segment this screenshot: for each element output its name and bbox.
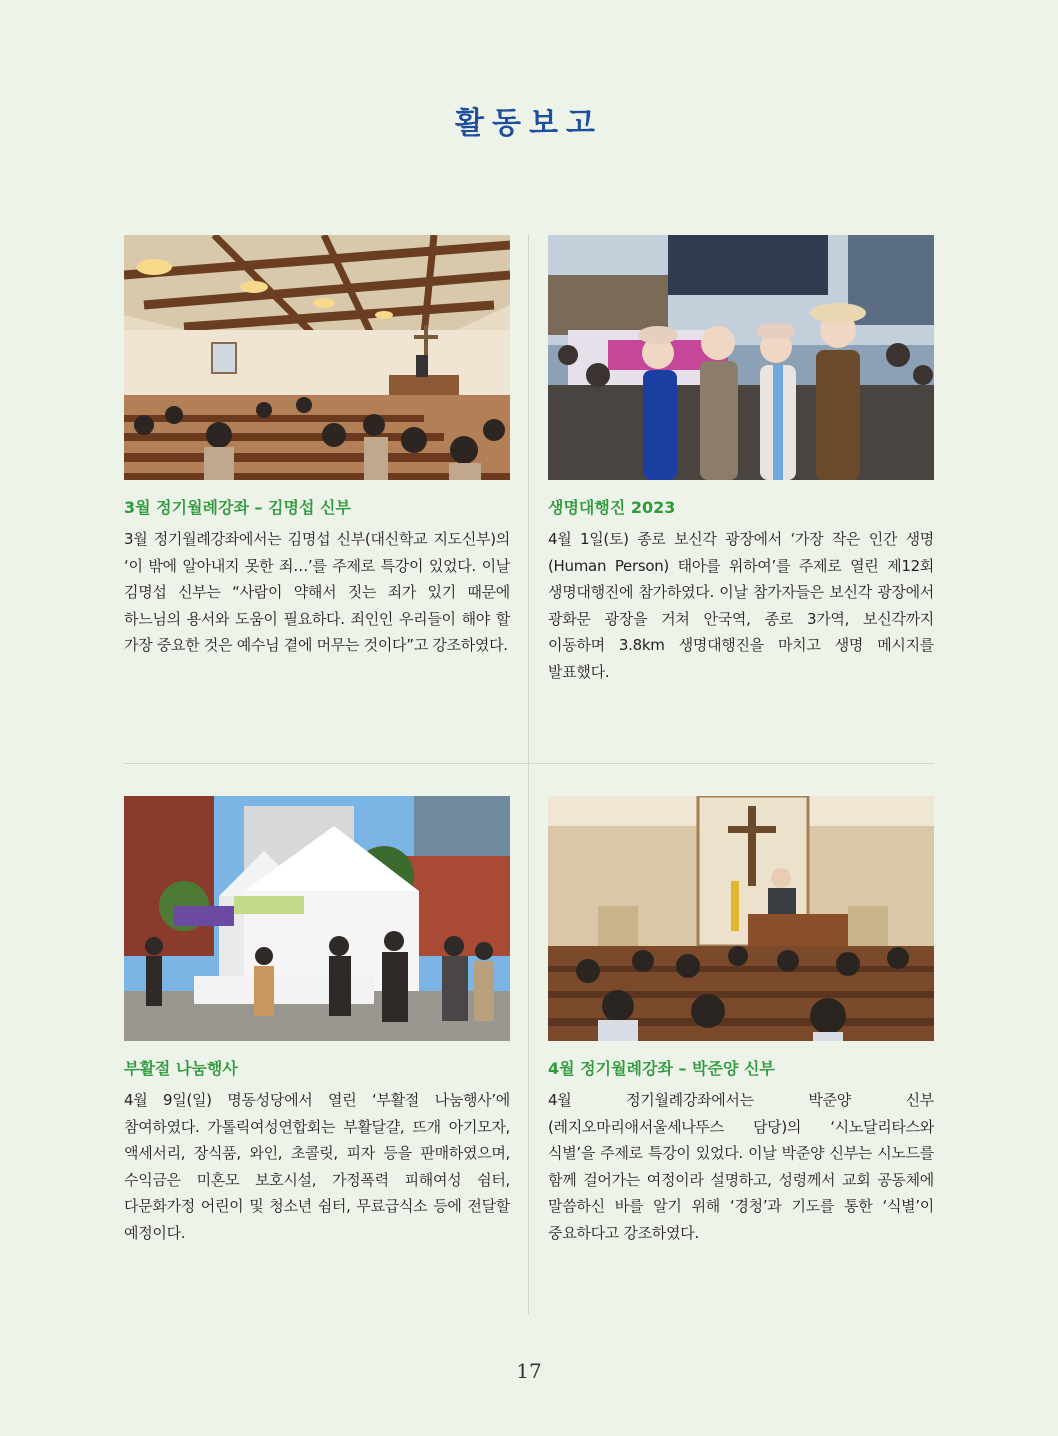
article-body: 3월 정기월례강좌에서는 김명섭 신부(대신학교 지도신부)의 ‘이 밖에 알아내지 못한 죄…’를 주제로 특강이 있었다. 이날 김명섭 신부는 “사람이 약해서 짓는 죄가 있기 때문에 하느님의 용서와 도움이 필요하다. 죄인인 우리들이 해야 할 가장 중요한 것은 예수님 곁에 머무는 것이다”고 강조하였다. xyxy=(124,530,510,654)
article-life-march xyxy=(548,235,934,685)
vertical-divider xyxy=(528,234,529,1314)
article-title: 부활절 나눔행사 xyxy=(124,1059,238,1078)
march-group-photo xyxy=(548,235,934,480)
article-body: 4월 1일(토) 종로 보신각 광장에서 ‘가장 작은 인간 생명(Human Person) 태아를 위하여’를 주제로 열린 제12회 생명대행진에 참가하였다. 이날 참가자들은 보신각 광장에서 광화문 광장을 거쳐 안국역, 종로 3가역, 보신각까지 이동하며 3.8km 생명대행진을 마치고 생명 메시지를 발표했다. xyxy=(548,530,934,681)
article-body: 4월 9일(일) 명동성당에서 열린 ‘부활절 나눔행사’에 참여하였다. 가톨릭여성연합회는 부활달걀, 뜨개 아기모자, 액세서리, 장식품, 와인, 초콜릿, 피자 등을 판매하였으며, 수익금은 미혼모 보호시설, 가정폭력 피해여성 쉼터, 다문화가정 어린이 및 청소년 쉼터, 무료급식소 등에 전달할 예정이다. xyxy=(124,1091,510,1242)
outdoor-tent-photo xyxy=(124,796,510,1041)
horizontal-divider xyxy=(124,763,934,764)
article-easter-sharing xyxy=(124,796,510,1246)
lecture-hall-photo xyxy=(124,235,510,480)
page-number: 17 xyxy=(516,1359,542,1383)
article-title: 4월 정기월례강좌 – 박준양 신부 xyxy=(548,1059,775,1078)
page-title: 활동보고 xyxy=(455,106,603,141)
article-march-lecture xyxy=(124,235,510,659)
article-body: 4월 정기월례강좌에서는 박준양 신부(레지오마리애서울세나뚜스 담당)의 ‘시노달리타스와 식별’을 주제로 특강이 있었다. 이날 박준양 신부는 시노드를 함께 걸어가는 여정이라 설명하고, 성령께서 교회 공동체에 말씀하신 바를 알기 위해 ‘경청’과 기도를 통한 ‘식별’이 중요하다고 강조하였다. xyxy=(548,1091,934,1242)
article-title: 3월 정기월례강좌 – 김명섭 신부 xyxy=(124,498,351,517)
chapel-lecture-photo xyxy=(548,796,934,1041)
article-title: 생명대행진 2023 xyxy=(548,498,676,517)
article-april-lecture xyxy=(548,796,934,1246)
